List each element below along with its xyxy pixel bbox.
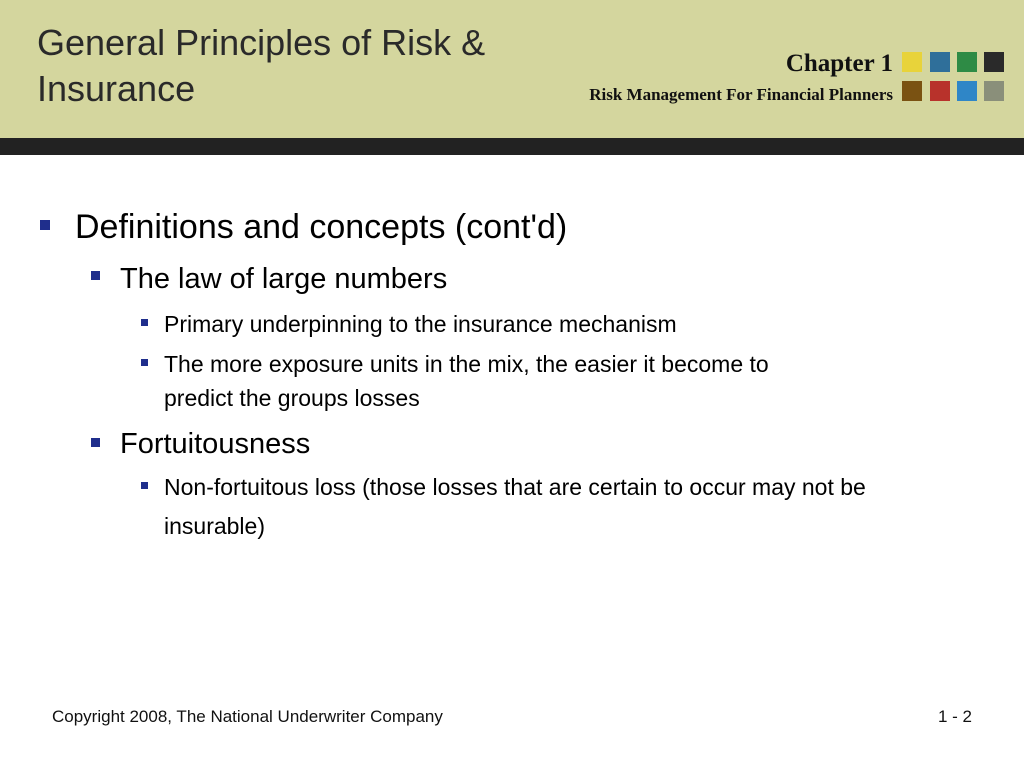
bullet-square-icon <box>141 359 148 366</box>
bullet-level3-text-continued: predict the groups losses <box>164 385 420 411</box>
bullet-square-icon <box>91 271 100 280</box>
swatch-red-icon <box>930 81 950 101</box>
swatch-gray-icon <box>984 81 1004 101</box>
book-subtitle: Risk Management For Financial Planners <box>589 85 893 104</box>
bullet-level2-text: The law of large numbers <box>120 263 448 295</box>
bullet-level3-text: The more exposure units in the mix, the easier it become to <box>164 351 769 377</box>
bullet-level3-text: Non-fortuitous loss (those losses that are certain to occur may not be <box>164 474 866 500</box>
swatch-blue-icon <box>930 52 950 72</box>
bullet-square-icon <box>141 319 148 326</box>
footer-page-number: 1 - 2 <box>937 707 972 726</box>
footer-copyright: Copyright 2008, The National Underwriter Company <box>52 707 443 726</box>
swatch-green-icon <box>957 52 977 72</box>
bullet-level3-text-continued: insurable) <box>164 513 265 539</box>
slide-header <box>0 0 1024 138</box>
bullet-square-icon <box>40 220 50 230</box>
bullet-level1-text: Definitions and concepts (cont'd) <box>75 208 568 246</box>
bullet-level3-text: Primary underpinning to the insurance mechanism <box>164 311 677 337</box>
swatch-black-icon <box>984 52 1004 72</box>
bullet-level2-text: Fortuitousness <box>120 428 311 460</box>
title-line-1: General Principles of Risk & <box>37 22 486 63</box>
slide-title <box>37 20 597 112</box>
swatch-brown-icon <box>902 81 922 101</box>
swatch-lightblue-icon <box>957 81 977 101</box>
header-divider-bar <box>0 138 1024 155</box>
chapter-label: Chapter 1 <box>785 50 893 77</box>
swatch-yellow-icon <box>902 52 922 72</box>
bullet-square-icon <box>91 438 100 447</box>
bullet-square-icon <box>141 482 148 489</box>
title-line-2: Insurance <box>37 68 196 109</box>
